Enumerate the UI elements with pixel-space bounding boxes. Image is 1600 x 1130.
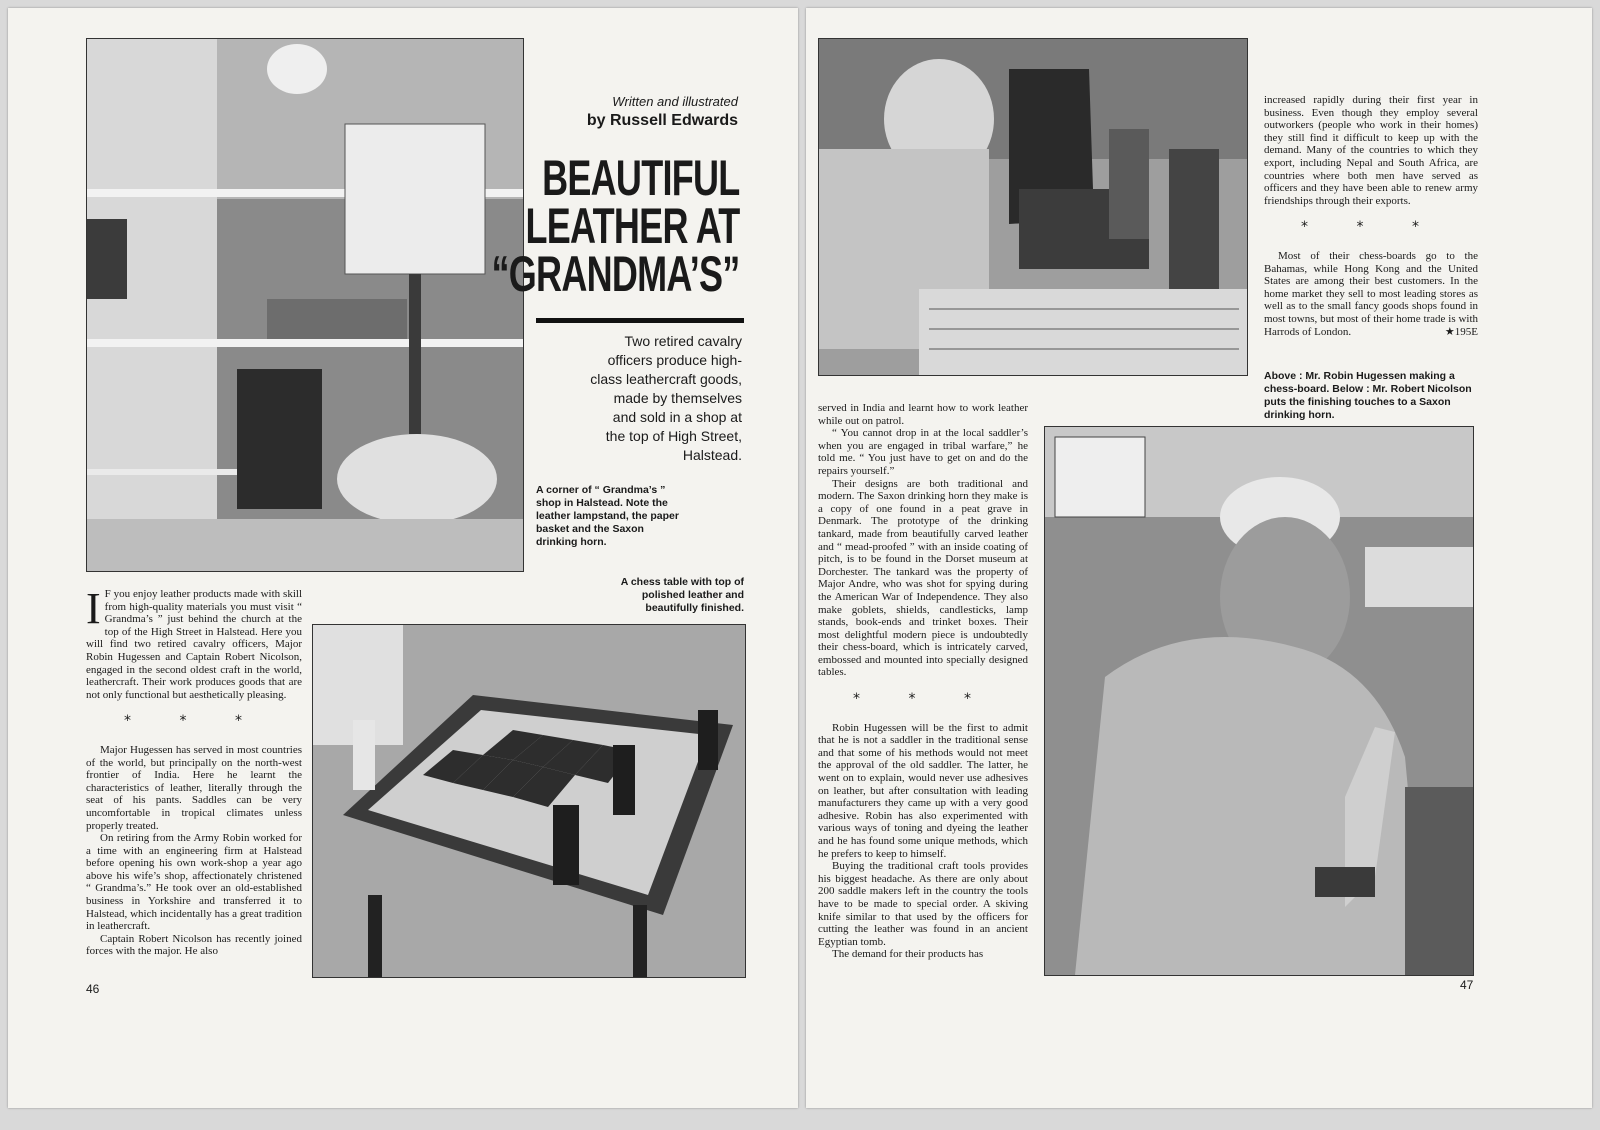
- intro-line: Halstead.: [682, 447, 742, 463]
- paragraph: Captain Robert Nicolson has recently joined forces with the major. He also: [86, 932, 302, 958]
- caption-chess-table: A chess table with top of polished leather and beautifully finished.: [620, 576, 744, 614]
- headline-line: LEATHER AT: [525, 198, 740, 254]
- page-number: 47: [1460, 978, 1474, 992]
- photo-hugessen-chessboard: [818, 38, 1248, 376]
- intro-line: officers produce high-: [607, 352, 742, 368]
- section-stars: * * *: [124, 713, 264, 730]
- page-number: 46: [86, 982, 100, 996]
- paragraph: [1264, 250, 1478, 338]
- paragraph: increased rapidly during their first year in business. Even though they employ several outworkers (people who work in their homes) they still find it difficult to keep up with the demand. Many of the countries to which they export, including Nepal and South Africa, are countries where both men have served as officers and they have been able to renew army friendships through their exports.: [1264, 94, 1478, 207]
- byline-author: by Russell Edwards: [586, 112, 738, 129]
- paragraph-text: Most of their chess-boards go to the Bahamas, while Hong Kong and the United States are among their best customers. In the home market they sell to most leading stores as well as to the small fancy goods shops found in most towns, but most of their home trade is with Harrods of London.: [1264, 249, 1478, 338]
- intro-line: and sold in a shop at: [612, 409, 742, 425]
- paragraph: Buying the traditional craft tools provides his biggest headache. As there are only about 200 saddle makers left in the country the tools have to be made to special order. A skiving knife similar to that used by the officers for cutting the leather was found in an ancient Egyptian tomb.: [818, 860, 1028, 948]
- caption-workers: Above : Mr. Robin Hugessen making a chess-board. Below : Mr. Robert Nicolson puts the finishing touches to a Saxon drinking horn.: [1264, 370, 1472, 421]
- photo-grandmas-shop: [86, 38, 524, 572]
- paragraph: “ You cannot drop in at the local saddler’s when you are engaged in tribal warfare,” he told me. “ You just have to get on and do the repairs yourself.”: [818, 427, 1028, 477]
- intro-text: [536, 332, 742, 465]
- paragraph: Their designs are both traditional and modern. The Saxon drinking horn they make is a copy of one found in a peat grave in Denmark. The prototype of the drinking tankard, made from beautifully carved leather and “ mead-proofed ” with an inside coating of pitch, is to be found in the Dorset museum at Dorchester. The tankard was the property of Major Andre, who was shot for spying during the American War of Independence. They also make goblets, shields, candlesticks, lamp stands, book-ends and trinket boxes. Their most delightful modern piece is undoubtedly their chess-board, which is intricately carved, embossed and mounted into specially designed tables.: [818, 477, 1028, 679]
- headline-line: BEAUTIFUL: [542, 150, 740, 206]
- photo-nicolson-drinking-horn: [1044, 426, 1474, 976]
- intro-line: the top of High Street,: [605, 428, 742, 444]
- paragraph: Robin Hugessen will be the first to admit that he is not a saddler in the traditional sense and that some of his methods would not meet the approval of the old saddler. The latter, he went on to explain, would never use adhesives on leather, but after consultation with leading manufacturers they came up with a very good adhesive. Robin has also experimented with various ways of toning and dyeing the leather and he has found some unique methods, which he prefers to keep to himself.: [818, 721, 1028, 860]
- paragraph-text: F you enjoy leather products made with skill from high-quality materials you must visit “ Grandma’s ” just behind the church at the top of the High Street in Halstead. Here you will find two retired cavalry officers, Major Robin Hugessen and Captain Robert Nicolson, engaged in the second oldest craft in the world, leathercraft. Their work produces goods that are not only functional but aesthetically pleasing.: [86, 588, 302, 701]
- dropcap: I: [86, 584, 101, 633]
- caption-shop: A corner of “ Grandma’s ” shop in Halstead. Note the leather lampstand, the paper basket and the Saxon drinking horn.: [536, 484, 679, 548]
- article-column-middle: [818, 402, 1028, 961]
- headline-rule: [536, 318, 744, 323]
- section-stars: * * *: [853, 691, 993, 708]
- paragraph: served in India and learnt how to work leather while out on patrol.: [818, 402, 1028, 427]
- right-page: [806, 8, 1592, 1108]
- paragraph: [86, 584, 302, 701]
- intro-line: Two retired cavalry: [624, 333, 742, 349]
- paragraph: On retiring from the Army Robin worked for a time with an engineering firm at Halstead before opening his own work-shop a year ago above his wife’s shop, affectionately christened “ Grandma’s.” He took over an old-established business in Yorkshire and transferred it to Halstead, which incidentally has a great tradition in leathercraft.: [86, 832, 302, 933]
- paragraph: The demand for their products has: [832, 948, 984, 961]
- photo-chess-table: [312, 624, 746, 978]
- paragraph: Major Hugessen has served in most countries of the world, but principally on the north-west frontier of India. Here he learnt the characteristics of leather, literally through the seat of his pants. Saddles can be very uncomfortable in tropical climates unless properly treated.: [86, 743, 302, 832]
- section-stars: * * *: [1301, 219, 1441, 236]
- intro-line: class leathercraft goods,: [590, 371, 742, 387]
- headline: [491, 150, 740, 302]
- left-page: [8, 8, 798, 1108]
- article-code: ★195E: [1444, 325, 1478, 338]
- headline-line: “GRANDMA’S”: [491, 246, 740, 302]
- intro-line: made by themselves: [613, 390, 742, 406]
- byline-written: Written and illustrated: [612, 94, 738, 109]
- article-column-top-right: [1264, 94, 1478, 338]
- article-column-left: [86, 584, 302, 958]
